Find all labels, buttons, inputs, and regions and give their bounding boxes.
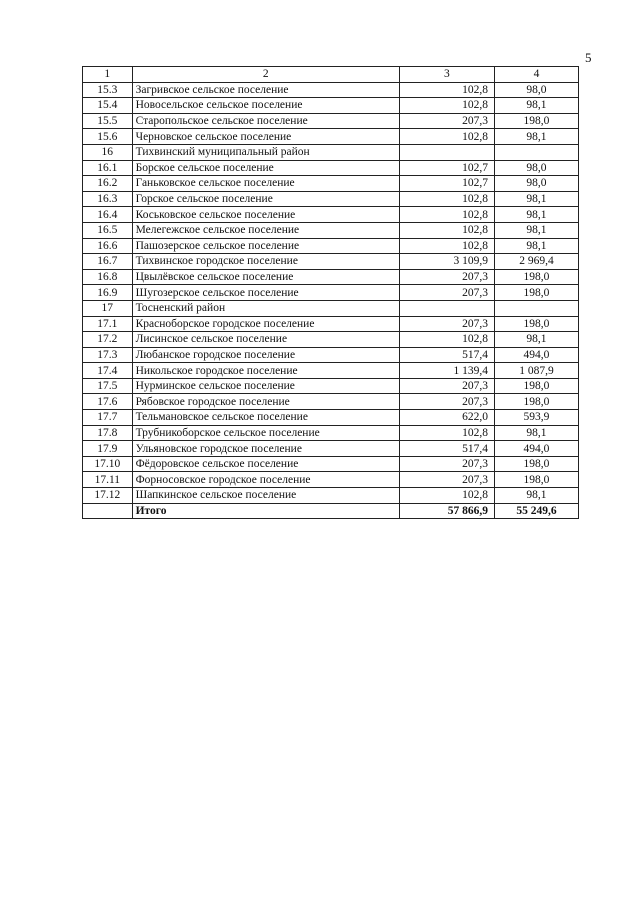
row-value-col4: 198,0 [494, 269, 578, 285]
row-number: 16.1 [83, 160, 133, 176]
row-number: 17.6 [83, 394, 133, 410]
row-value-col3: 207,3 [399, 316, 494, 332]
row-value-col3: 207,3 [399, 269, 494, 285]
row-value-col4: 98,0 [494, 82, 578, 98]
row-number: 17.5 [83, 378, 133, 394]
table-row [83, 425, 579, 441]
row-name: Тихвинское городское поселение [132, 254, 399, 270]
table-row [83, 488, 579, 504]
row-number: 16.8 [83, 269, 133, 285]
table-row [83, 441, 579, 457]
table-row [83, 378, 579, 394]
table-row [83, 222, 579, 238]
row-number: 17.3 [83, 347, 133, 363]
row-number: 16.5 [83, 222, 133, 238]
row-number: 17.4 [83, 363, 133, 379]
row-number: 15.4 [83, 98, 133, 114]
row-value-col3: 207,3 [399, 456, 494, 472]
row-name: Никольское городское поселение [132, 363, 399, 379]
row-value-col3: 102,7 [399, 160, 494, 176]
table-row [83, 285, 579, 301]
row-name: Шугозерское сельское поселение [132, 285, 399, 301]
row-value-col3: 102,7 [399, 176, 494, 192]
table-row [83, 410, 579, 426]
table-header-row [83, 67, 579, 83]
row-value-col3: 207,3 [399, 285, 494, 301]
row-name: Любанское городское поселение [132, 347, 399, 363]
row-name: Горское сельское поселение [132, 191, 399, 207]
row-number: 16.2 [83, 176, 133, 192]
row-name: Загривское сельское поселение [132, 82, 399, 98]
table-row [83, 254, 579, 270]
page-number: 5 [585, 50, 592, 65]
row-number: 15.5 [83, 113, 133, 129]
row-name: Пашозерское сельское поселение [132, 238, 399, 254]
row-number: 15.6 [83, 129, 133, 145]
table-row [83, 347, 579, 363]
table-row [83, 269, 579, 285]
row-name: Трубникоборское сельское поселение [132, 425, 399, 441]
row-name: Лисинское сельское поселение [132, 332, 399, 348]
row-name: Тихвинский муниципальный район [132, 144, 399, 160]
row-value-col4: 98,1 [494, 332, 578, 348]
row-value-col3: 102,8 [399, 425, 494, 441]
row-value-col3: 1 139,4 [399, 363, 494, 379]
row-value-col4: 98,1 [494, 191, 578, 207]
row-value-col4: 98,1 [494, 222, 578, 238]
row-name: Красноборское городское поселение [132, 316, 399, 332]
header-col-2: 2 [132, 67, 399, 83]
row-name: Рябовское городское поселение [132, 394, 399, 410]
row-name: Борское сельское поселение [132, 160, 399, 176]
row-value-col4: 98,1 [494, 98, 578, 114]
table-row [83, 129, 579, 145]
row-name: Фёдоровское сельское поселение [132, 456, 399, 472]
row-value-col3: 207,3 [399, 472, 494, 488]
row-value-col3 [399, 300, 494, 316]
allocation-table [82, 66, 579, 519]
row-name: Шапкинское сельское поселение [132, 488, 399, 504]
row-number: 16.7 [83, 254, 133, 270]
table-row [83, 160, 579, 176]
table-row [83, 363, 579, 379]
row-value-col4: 98,1 [494, 488, 578, 504]
row-value-col4: 198,0 [494, 113, 578, 129]
row-value-col4: 198,0 [494, 456, 578, 472]
row-name: Тельмановское сельское поселение [132, 410, 399, 426]
table-row [83, 456, 579, 472]
row-name: Старопольское сельское поселение [132, 113, 399, 129]
row-value-col3 [399, 144, 494, 160]
table-row [83, 176, 579, 192]
header-col-4: 4 [494, 67, 578, 83]
row-name: Черновское сельское поселение [132, 129, 399, 145]
row-name: Новосельское сельское поселение [132, 98, 399, 114]
row-name: Тосненский район [132, 300, 399, 316]
total-col3: 57 866,9 [399, 503, 494, 519]
row-value-col4 [494, 144, 578, 160]
table-row [83, 82, 579, 98]
table-row [83, 238, 579, 254]
table-row [83, 144, 579, 160]
row-name: Форносовское городское поселение [132, 472, 399, 488]
row-value-col3: 102,8 [399, 82, 494, 98]
row-value-col3: 622,0 [399, 410, 494, 426]
row-number: 17.8 [83, 425, 133, 441]
total-label: Итого [132, 503, 399, 519]
row-number: 16.9 [83, 285, 133, 301]
row-value-col3: 517,4 [399, 441, 494, 457]
row-value-col3: 207,3 [399, 394, 494, 410]
row-value-col4: 494,0 [494, 347, 578, 363]
row-value-col4: 198,0 [494, 378, 578, 394]
row-value-col3: 3 109,9 [399, 254, 494, 270]
row-number: 17.12 [83, 488, 133, 504]
row-value-col3: 102,8 [399, 98, 494, 114]
table-row [83, 191, 579, 207]
row-value-col4: 2 969,4 [494, 254, 578, 270]
row-number: 17.10 [83, 456, 133, 472]
row-name: Цвылёвское сельское поселение [132, 269, 399, 285]
row-number: 15.3 [83, 82, 133, 98]
row-number: 16 [83, 144, 133, 160]
header-col-3: 3 [399, 67, 494, 83]
row-name: Мелегежское сельское поселение [132, 222, 399, 238]
row-value-col3: 102,8 [399, 129, 494, 145]
row-number: 17 [83, 300, 133, 316]
row-value-col4 [494, 300, 578, 316]
row-number: 17.7 [83, 410, 133, 426]
row-number: 16.6 [83, 238, 133, 254]
row-value-col4: 98,1 [494, 425, 578, 441]
row-value-col4: 98,1 [494, 129, 578, 145]
table-row [83, 98, 579, 114]
total-number [83, 503, 133, 519]
row-value-col4: 198,0 [494, 394, 578, 410]
header-col-1: 1 [83, 67, 133, 83]
table-row [83, 207, 579, 223]
row-value-col4: 198,0 [494, 316, 578, 332]
table-row [83, 394, 579, 410]
row-number: 17.1 [83, 316, 133, 332]
row-name: Ганьковское сельское поселение [132, 176, 399, 192]
total-col4: 55 249,6 [494, 503, 578, 519]
row-name: Ульяновское городское поселение [132, 441, 399, 457]
row-value-col3: 207,3 [399, 378, 494, 394]
row-number: 16.4 [83, 207, 133, 223]
row-value-col4: 98,1 [494, 207, 578, 223]
row-value-col3: 207,3 [399, 113, 494, 129]
row-number: 17.2 [83, 332, 133, 348]
row-value-col3: 102,8 [399, 207, 494, 223]
row-value-col3: 102,8 [399, 222, 494, 238]
row-value-col3: 102,8 [399, 238, 494, 254]
table-row [83, 316, 579, 332]
table-row [83, 300, 579, 316]
row-value-col4: 98,0 [494, 176, 578, 192]
row-value-col3: 102,8 [399, 191, 494, 207]
row-number: 16.3 [83, 191, 133, 207]
total-row [83, 503, 579, 519]
row-value-col4: 98,1 [494, 238, 578, 254]
row-value-col4: 1 087,9 [494, 363, 578, 379]
table-row [83, 332, 579, 348]
row-value-col3: 102,8 [399, 332, 494, 348]
row-name: Коськовское сельское поселение [132, 207, 399, 223]
row-value-col4: 198,0 [494, 285, 578, 301]
row-value-col4: 198,0 [494, 472, 578, 488]
table-row [83, 113, 579, 129]
row-name: Нурминское сельское поселение [132, 378, 399, 394]
row-value-col4: 593,9 [494, 410, 578, 426]
row-number: 17.9 [83, 441, 133, 457]
row-value-col3: 517,4 [399, 347, 494, 363]
row-number: 17.11 [83, 472, 133, 488]
row-value-col3: 102,8 [399, 488, 494, 504]
table-row [83, 472, 579, 488]
row-value-col4: 494,0 [494, 441, 578, 457]
table-body [83, 67, 579, 519]
row-value-col4: 98,0 [494, 160, 578, 176]
